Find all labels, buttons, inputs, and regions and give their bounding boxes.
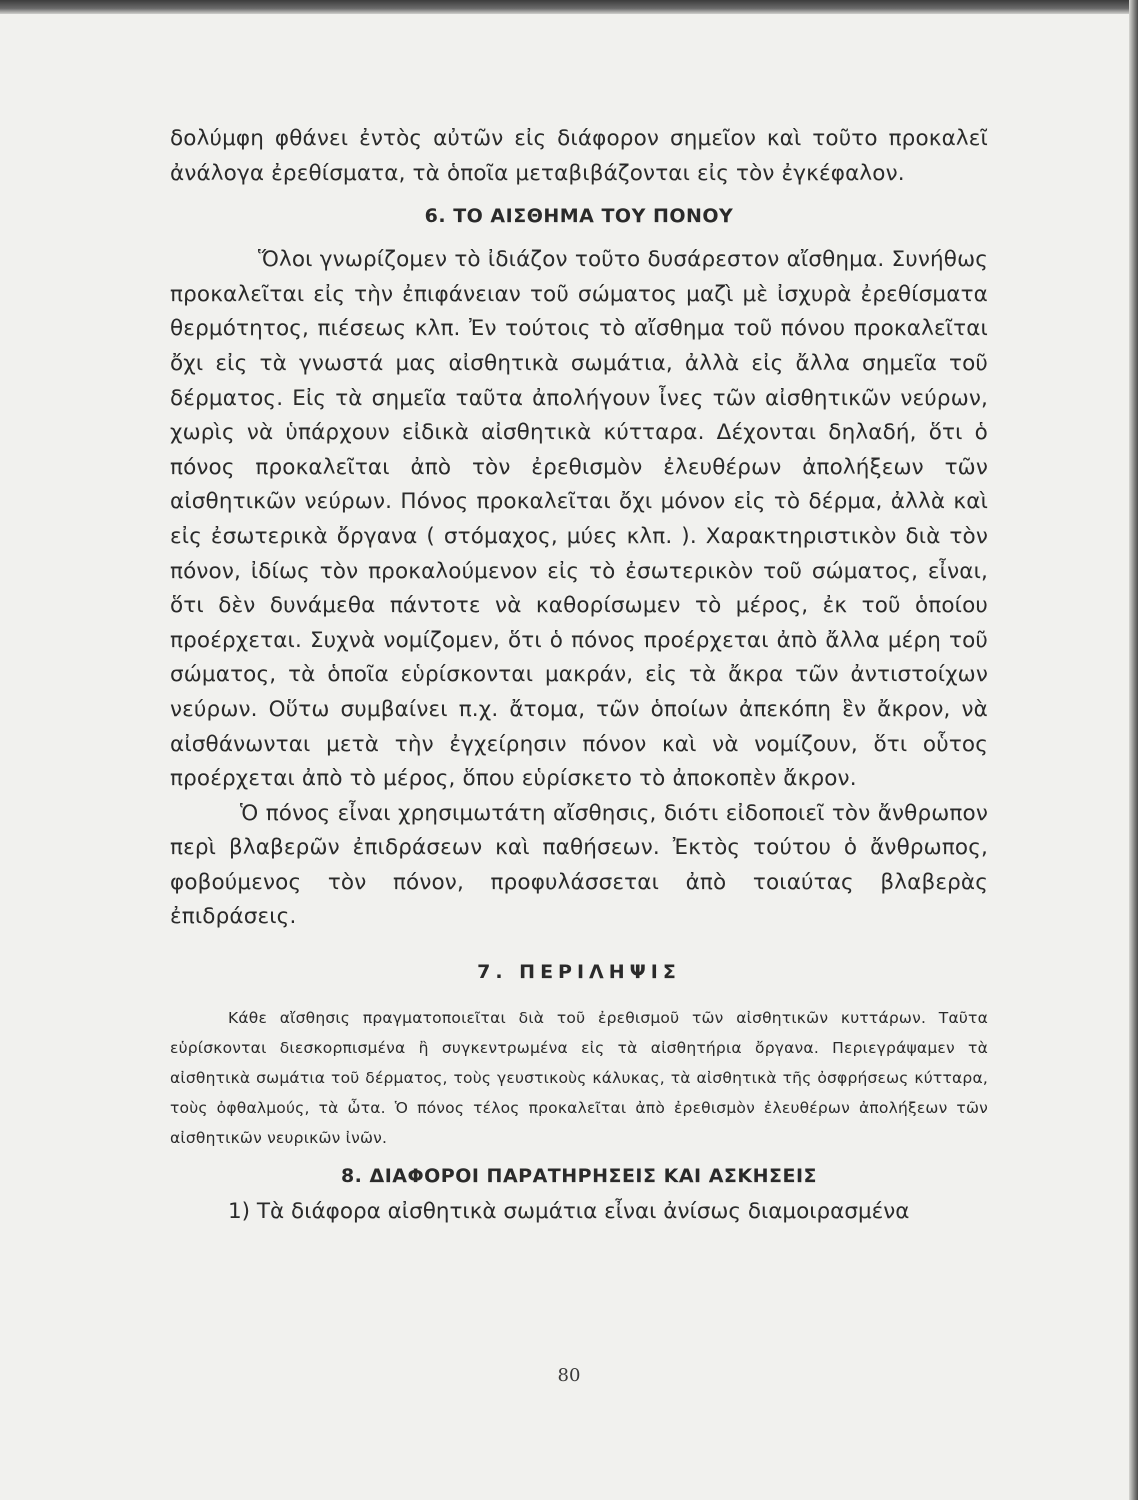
section-7-heading: 7. ΠΕΡΙΛΗΨΙΣ xyxy=(477,961,681,984)
section-6-heading: 6. ΤΟ ΑΙΣΘΗΜΑ ΤΟΥ ΠΟΝΟΥ xyxy=(424,205,734,228)
page-content xyxy=(170,122,988,1229)
section-6-paragraph-1: Ὅλοι γνωρίζομεν τὸ ἰδιάζον τοῦτο δυσάρεστον αἴσθημα. Συνήθως προκαλεῖται εἰς τὴν ἐπιφάνειαν τοῦ σώματος μαζὶ μὲ ἰσχυρὰ ἐρεθίσματα θερμότητος, πιέσεως κλπ. Ἐν τούτοις τὸ αἴσθημα τοῦ πόνου προκαλεῖται ὄχι εἰς τὰ γνωστά μας αἰσθητικὰ σωμάτια, ἀλλὰ εἰς ἄλλα σημεῖα τοῦ δέρματος. Εἰς τὰ σημεῖα ταῦτα ἀπολήγουν ἶνες τῶν αἰσθητικῶν νεύρων, χωρὶς νὰ ὑπάρχουν εἰδικὰ αἰσθητικὰ κύτταρα. Δέχονται δηλαδή, ὅτι ὁ πόνος προκαλεῖται ἀπὸ τὸν ἐρεθισμὸν ἐλευθέρων ἀπολήξεων τῶν αἰσθητικῶν νεύρων. Πόνος προκαλεῖται ὄχι μόνον εἰς τὸ δέρμα, ἀλλὰ καὶ εἰς ἐσωτερικὰ ὄργανα ( στόμαχος, μύες κλπ. ). Χαρακτηριστικὸν διὰ τὸν πόνον, ἰδίως τὸν προκαλούμενον εἰς τὸ ἐσωτερικὸν τοῦ σώματος, εἶναι, ὅτι δὲν δυνάμεθα πάντοτε νὰ καθορίσωμεν τὸ μέρος, ἐκ τοῦ ὁποίου προέρχεται. Συχνὰ νομίζομεν, ὅτι ὁ πόνος προέρχεται ἀπὸ ἄλλα μέρη τοῦ σώματος, τὰ ὁποῖα εὑρίσκονται μακράν, εἰς τὰ ἄκρα τῶν ἀντιστοίχων νεύρων. Οὕτω συμβαίνει π.χ. ἄτομα, τῶν ὁποίων ἀπεκόπη ἓν ἄκρον, νὰ αἰσθάνωνται μετὰ τὴν ἐγχείρησιν πόνον καὶ νὰ νομίζουν, ὅτι οὗτος προέρχεται ἀπὸ τὸ μέρος, ὅπου εὑρίσκετο τὸ ἀποκοπὲν ἄκρον. xyxy=(170,247,988,792)
summary-paragraph: Κάθε αἴσθησις πραγματοποιεῖται διὰ τοῦ ἐρεθισμοῦ τῶν αἰσθητικῶν κυττάρων. Ταῦτα εὑρίσκονται διεσκορπισμένα ἢ συγκεντρωμένα εἰς τὰ αἰσθητήρια ὄργανα. Περιεγράψαμεν τὰ αἰσθητικὰ σωμάτια τοῦ δέρματος, τοὺς γευστικοὺς κάλυκας, τὰ αἰσθητικὰ τῆς ὀσφρήσεως κύτταρα, τοὺς ὀφθαλμούς, τὰ ὦτα. Ὁ πόνος τέλος προκαλεῖται ἀπὸ ἐρεθισμὸν ἐλευθέρων ἀπολήξεων τῶν αἰσθητικῶν νευρικῶν ἰνῶν. xyxy=(170,1009,988,1148)
intro-paragraph: δολύμφη φθάνει ἐντὸς αὐτῶν εἰς διάφορον σημεῖον καὶ τοῦτο προκαλεῖ ἀνάλογα ἐρεθίσματα, τὰ ὁποῖα μεταβιβάζονται εἰς τὸν ἐγκέφαλον. xyxy=(170,126,988,186)
exercise-1: 1) Τὰ διάφορα αἰσθητικὰ σωμάτια εἶναι ἀνίσως διαμοιρασμένα xyxy=(228,1199,910,1225)
section-8-heading: 8. ΔΙΑΦΟΡΟΙ ΠΑΡΑΤΗΡΗΣΕΙΣ ΚΑΙ ΑΣΚΗΣΕΙΣ xyxy=(340,1165,818,1188)
page-number: 80 xyxy=(557,1365,581,1386)
scan-right-edge xyxy=(1129,0,1138,1500)
section-6-paragraph-2: Ὁ πόνος εἶναι χρησιμωτάτη αἴσθησις, διότι εἰδοποιεῖ τὸν ἄνθρωπον περὶ βλαβερῶν ἐπιδράσεων καὶ παθήσεων. Ἐκτὸς τούτου ὁ ἄνθρωπος, φοβούμενος τὸν πόνον, προφυλάσσεται ἀπὸ τοιαύτας βλαβερὰς ἐπιδράσεις. xyxy=(170,800,988,930)
scan-top-edge xyxy=(0,0,1138,14)
